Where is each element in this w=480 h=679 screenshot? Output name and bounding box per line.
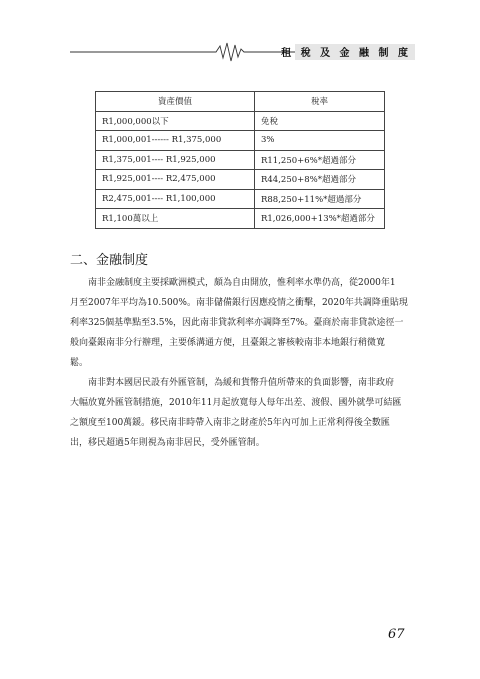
- table-row: [96, 189, 385, 209]
- paragraph-line: 般向臺銀南非分行辦理，主要係溝通方便，且臺銀之審核較南非本地銀行稍微寬: [70, 338, 386, 348]
- tax-rate-cell: 3%: [255, 131, 385, 151]
- asset-value-cell: R1,925,001---- R2,475,000: [96, 170, 255, 190]
- paragraph-line: 出，移民超過5年則視為南非居民，受外匯管制。: [70, 438, 265, 448]
- tax-rate-cell: R88,250+11%*超過部分: [255, 189, 385, 209]
- paragraph-line: 利率325個基準點至3.5%，因此南非貸款利率亦調降至7%。臺商於南非貸款途徑一: [70, 318, 404, 328]
- table-row: [96, 170, 385, 190]
- paragraph-line: 南非對本國居民設有外匯管制，為緩和貨幣升值所帶來的負面影響，南非政府: [88, 378, 395, 388]
- column-header-tax-rate: 稅率: [255, 92, 385, 112]
- paragraph-exchange-control: [70, 373, 415, 453]
- tax-rate-cell: R44,250+8%*超過部分: [255, 170, 385, 190]
- table-row: [96, 131, 385, 151]
- tax-rate-table: [95, 91, 385, 229]
- header-title: 租 稅 及 金 融 制 度: [281, 48, 411, 59]
- asset-value-cell: R1,000,000以下: [96, 111, 255, 131]
- table-row: [96, 111, 385, 131]
- table-row: [96, 150, 385, 170]
- paragraph-line: 月至2007年平均為10.500%。南非儲備銀行因應疫情之衝擊，2020年共調降重貼現: [70, 298, 408, 308]
- tax-rate-cell: R1,026,000+13%*超過部分: [255, 209, 385, 229]
- asset-value-cell: R1,375,001---- R1,925,000: [96, 150, 255, 170]
- tax-rate-cell: 免稅: [255, 111, 385, 131]
- table-row: [96, 209, 385, 229]
- table-header-row: [96, 92, 385, 112]
- paragraph-line: 南非金融制度主要採歐洲模式，頗為自由開放，惟利率水準仍高，從2000年1: [88, 278, 396, 288]
- asset-value-cell: R1,000,001------ R1,375,000: [96, 131, 255, 151]
- tax-rate-cell: R11,250+6%*超過部分: [255, 150, 385, 170]
- paragraph-line: 鬆。: [70, 358, 89, 368]
- paragraph-line: 之額度至100萬鍰。移民南非時帶入南非之財產於5年內可加上正常利得後全數匯: [70, 418, 390, 428]
- paragraph-finance-system: [70, 273, 415, 373]
- page-number: 67: [388, 627, 405, 642]
- asset-value-cell: R1,100萬以上: [96, 209, 255, 229]
- running-header: [70, 40, 415, 66]
- section-title: 二、金融制度: [70, 253, 149, 268]
- column-header-asset-value: 資產價值: [96, 92, 255, 112]
- asset-value-cell: R2,475,001---- R1,100,000: [96, 189, 255, 209]
- paragraph-line: 大幅放寬外匯管制措施，2010年11月起放寬每人每年出差、渡假、國外就學可結匯: [70, 398, 402, 408]
